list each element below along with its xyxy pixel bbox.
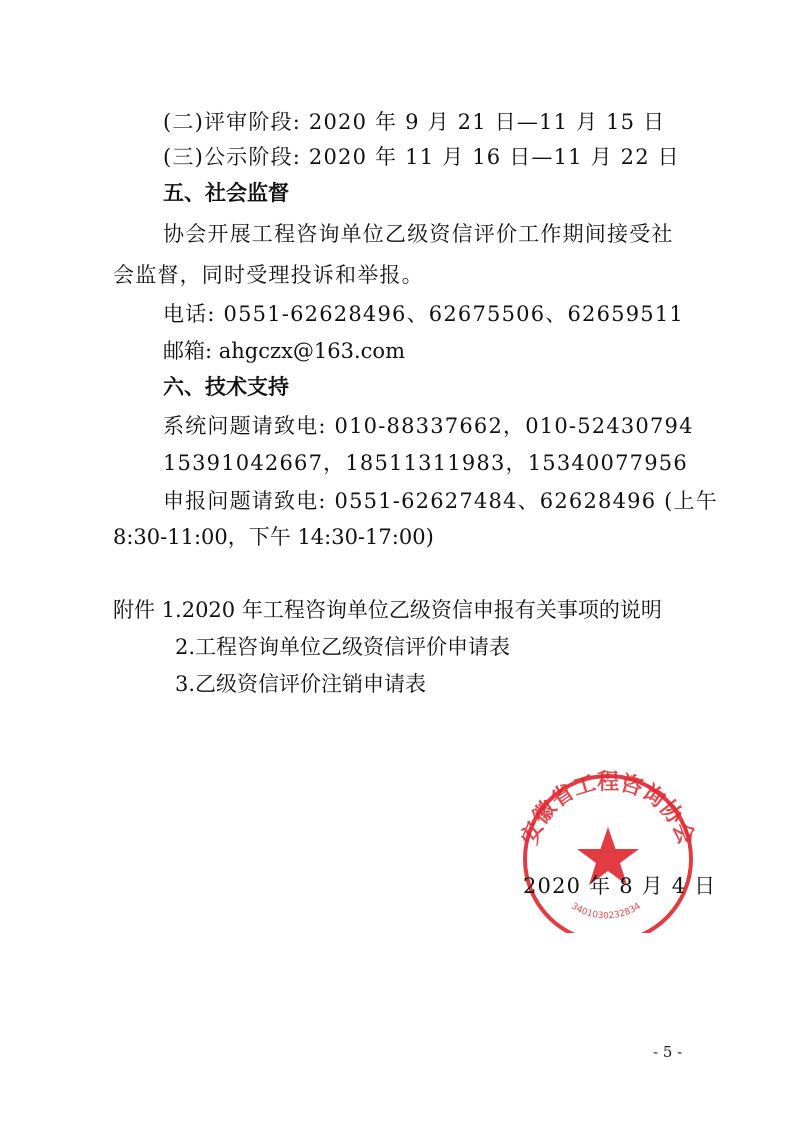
attachment-item-1: 附件 1.2020 年工程咨询单位乙级资信申报有关事项的说明 bbox=[113, 598, 662, 622]
tech-support-phone-line2: 15391042667，18511311983，15340077956 bbox=[163, 451, 688, 475]
application-phone-line1: 申报问题请致电: 0551-62627484、62628496 (上午 bbox=[163, 489, 718, 513]
publicity-stage-line: (三)公示阶段: 2020 年 11 月 16 日—11 月 22 日 bbox=[163, 145, 680, 169]
supervision-paragraph-line1: 协会开展工程咨询单位乙级资信评价工作期间接受社 bbox=[163, 222, 674, 246]
phone-line: 电话: 0551-62628496、62675506、62659511 bbox=[163, 302, 684, 326]
supervision-paragraph-line2: 会监督，同时受理投诉和举报。 bbox=[113, 263, 424, 287]
section-6-heading: 六、技术支持 bbox=[163, 375, 289, 399]
tech-support-phone-line1: 系统问题请致电: 010-88337662，010-52430794 bbox=[163, 414, 694, 438]
seal-name-text: 安徽省工程咨询协会 bbox=[517, 770, 699, 849]
email-line: 邮箱: ahgczx@163.com bbox=[163, 339, 405, 363]
application-phone-line2: 8:30-11:00，下午 14:30-17:00) bbox=[113, 525, 434, 549]
attachment-item-2: 2.工程咨询单位乙级资信评价申请表 bbox=[175, 635, 511, 659]
document-date: 2020 年 8 月 4 日 bbox=[523, 874, 717, 898]
seal-code-text: 3401030232834 bbox=[569, 901, 643, 922]
attachment-item-3: 3.乙级资信评价注销申请表 bbox=[175, 672, 427, 696]
section-5-heading: 五、社会监督 bbox=[163, 181, 289, 205]
page-number: - 5 - bbox=[653, 1043, 683, 1061]
review-stage-line: (二)评审阶段: 2020 年 9 月 21 日—11 月 15 日 bbox=[163, 110, 666, 134]
official-seal-stamp bbox=[512, 763, 702, 933]
